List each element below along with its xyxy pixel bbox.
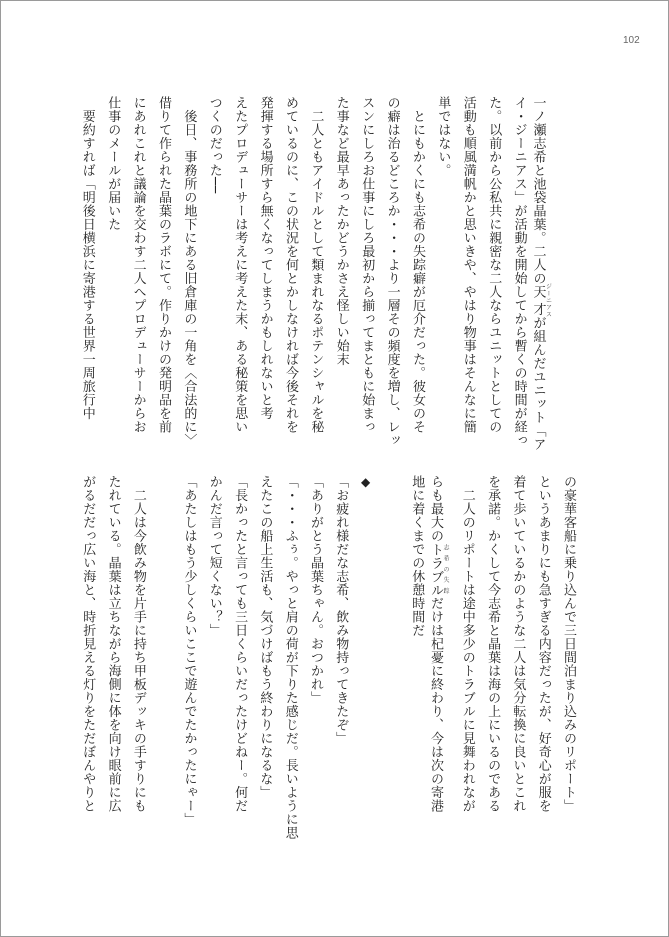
text-column: というあまりにも急すぎる内容だったが、好奇心が服を — [535, 475, 551, 813]
ruby-text: 志希の失踪 — [442, 542, 449, 597]
text-column: えたこの船上生活も、気づけばもう終わりになるな」 — [257, 475, 273, 799]
text-column: かんだ言って短くない？」 — [206, 475, 222, 637]
text-column: イ・ジーニアス」が活動を開始してから暫くの時間が経っ — [511, 96, 527, 447]
text-column — [530, 96, 552, 451]
text-column: を承諾。かくして今志希と晶葉は海の上にいるのである — [485, 475, 501, 813]
text-column: にあれこれと議論を交わす二人へプロデューサーからお — [130, 96, 146, 434]
text-column: 二人ともアイドルとして類まれなるポテンシャルを秘 — [308, 96, 324, 434]
text-column: の豪華客船に乗り込んで三日間泊まり込みのリポート」 — [561, 475, 576, 813]
text-column: 発揮する場所すら無くなってしまうかもしれないと考 — [257, 96, 273, 420]
text-column: めているのに、この状況を何とかしなければ今後それを — [283, 96, 298, 434]
text-column: 借りて作られた晶葉のラボにて。作りかけの発明品を前 — [156, 96, 171, 434]
ruby-base: 天才 — [530, 283, 546, 318]
text-column: がるだだっ広い海と、時折見える灯りをただぼんやりと — [80, 475, 96, 813]
text-column: スンにしろお仕事にしろ最初から揃ってまともに始まっ — [359, 96, 375, 434]
text-column: た。以前から公私共に親密な二人ならユニットとしての — [486, 96, 502, 434]
text-column: たれている。晶葉は立ちながら海側に体を向け眼前に広 — [105, 475, 121, 813]
text-segment: が組んだユニット「ア — [530, 316, 546, 451]
text-column: 活動も順風満帆かと思いきや、やはり物事はそんなに簡 — [460, 96, 476, 434]
ruby-text: ジーニアス — [544, 283, 552, 318]
text-column: 要約すれば「明後日横浜に寄港する世界一周旅行中 — [79, 96, 95, 420]
text-column: 「お疲れ様だな志希、飲み物持ってきたぞ」 — [333, 475, 349, 745]
text-segment: らも最大の — [428, 475, 443, 543]
text-column: 「・・・ふぅ。やっと肩の荷が下りた感じだ。長いように思 — [282, 475, 298, 840]
text-column: 「あたしはもう少しくらいここで遊んでたかったにゃー」 — [181, 475, 197, 826]
page-number: 102 — [623, 35, 640, 46]
text-column: つくのだった── — [206, 96, 222, 194]
text-column: 地に着くまでの休憩時間だ — [409, 475, 425, 637]
text-column: 「ありがとう晶葉ちゃん。おつかれ」 — [308, 475, 323, 705]
text-column: 二人は今飲み物を片手に持ち甲板デッキの手すりにも — [130, 475, 146, 813]
text-column: 二人のリポートは途中多少のトラブルに見舞われなが — [459, 475, 475, 813]
text-column: えたプロデューサーは考えに考えた末、ある秘策を思い — [232, 96, 248, 434]
text-column: 単ではない。 — [435, 96, 451, 177]
ruby-base: トラブル — [428, 542, 443, 597]
ruby-annotation — [530, 283, 552, 318]
text-column: 後日、事務所の地下にある旧倉庫の一角を〈合法的に〉 — [181, 96, 197, 447]
text-column: 仕事のメールが届いた — [105, 96, 121, 231]
text-column: 着て歩いているかのような二人は気分転換に良いとこれ — [510, 475, 526, 813]
text-column: の癖は治るどころか・・・より一層その頻度を増し、レッ — [384, 96, 400, 447]
text-column: とにもかくにも志希の失踪癖が厄介だった。彼女のそ — [410, 96, 425, 434]
text-segment: だけは杞憂に終わり、今は次の寄港 — [428, 596, 443, 813]
section-divider-diamond: ◆ — [358, 475, 373, 490]
text-column — [428, 475, 449, 813]
text-column: 「長かったと言っても三日くらいだったけどねー。何だ — [232, 475, 248, 813]
ruby-annotation — [428, 542, 449, 597]
text-segment: 一ノ瀬志希と池袋晶葉。二人の — [530, 96, 546, 285]
text-column: た事など最早あったかどうかさえ怪しい始末 — [333, 96, 349, 366]
